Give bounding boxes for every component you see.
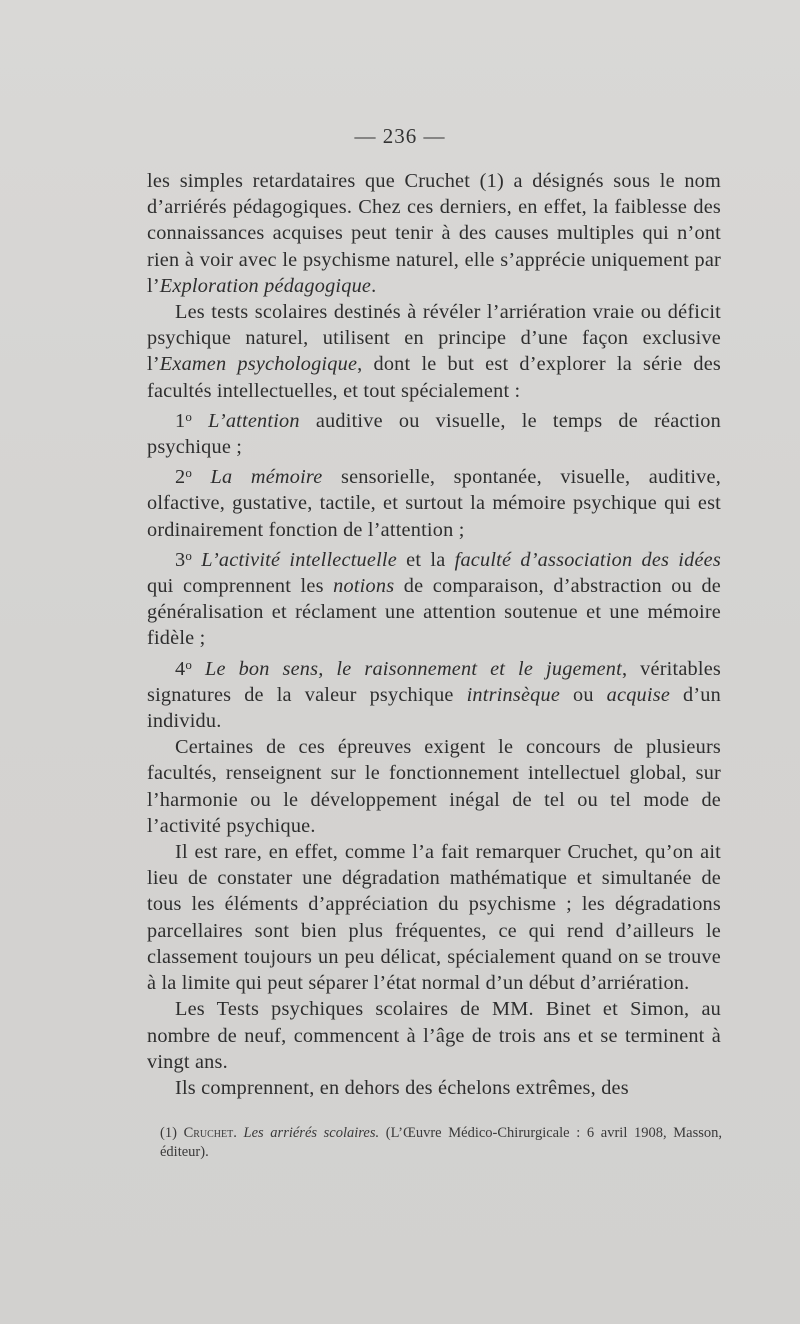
text-segment: de comparaison, d’abstraction ou de généralisation et réclament une attention soutenue et une mémoire fidèle ; — [147, 575, 722, 650]
italic-text: acquise — [606, 683, 671, 706]
text-segment: Ils comprennent, en dehors des échelons extrêmes, des — [175, 1076, 629, 1099]
footnote — [160, 1124, 722, 1162]
text-segment: Les tests scolaires destinés à révéler l’arriération vraie ou déficit psychique naturel, utilisent en principe d’une façon exclusive l’ — [147, 301, 721, 376]
paragraph — [147, 168, 721, 299]
paragraph — [147, 404, 721, 460]
footnote-rest: (L’Œuvre Médico-Chirurgicale : 6 avril 1908, Masson, éditeur). — [160, 1125, 723, 1160]
text-segment: 2 — [175, 466, 186, 489]
italic-text: L’activité intellectuelle — [201, 548, 397, 571]
italic-text: Examen psychologique — [159, 353, 358, 376]
italic-text: Exploration pédagogique — [159, 274, 372, 297]
text-segment: et la — [396, 548, 455, 571]
italic-text: notions — [333, 575, 395, 598]
footnote-author: Cruchet. — [183, 1125, 237, 1141]
italic-text: Le bon sens, le raisonnement et le jugement — [204, 657, 622, 680]
paragraph — [147, 652, 721, 735]
footnote-marker: (1) — [160, 1125, 184, 1141]
footnote-title: Les arriérés scolaires. — [243, 1125, 380, 1141]
text-segment: Il est rare, en effet, comme l’a fait remarquer Cruchet, qu’on ait lieu de constater une dégradation mathématique et simultanée de tous les éléments d’appréciation du psychisme ; les dégradations parcellaires sont bien plus fréquentes, ce qui rend d’ailleurs le classement toujours un peu délicat, spécialement quand on se trouve à la limite qui peut séparer l’état normal d’un début d’arriération. — [147, 841, 721, 995]
body-text — [147, 168, 721, 1101]
paragraph — [147, 734, 721, 839]
italic-text: L’attention — [208, 409, 300, 432]
text-segment: auditive ou visuelle, le temps de réaction psychique ; — [147, 409, 721, 459]
text-segment: Certaines de ces épreuves exigent le concours de plusieurs facultés, renseignent sur le fonctionnement intellectuel global, sur l’harmonie ou le développement inégal de tel ou tel mode de l’activité psychique. — [147, 736, 721, 837]
italic-text: La mémoire — [210, 466, 323, 489]
text-segment: qui comprennent les — [147, 575, 334, 598]
text-segment: 3 — [175, 548, 186, 571]
text-segment: sensorielle, spontanée, visuelle, auditive, olfactive, gustative, tactile, et surtout la mémoire psychique qui est ordinairement fonction de l’attention ; — [147, 466, 721, 541]
page-number: — 236 — — [354, 124, 446, 148]
paragraph — [147, 299, 721, 404]
text-segment: 4 — [175, 657, 186, 680]
text-segment — [192, 658, 205, 680]
text-segment: , dont le but est d’explorer la série des facultés intellectuelles, et tout spécialement : — [147, 353, 722, 402]
paragraph — [147, 460, 721, 543]
text-segment: ou — [560, 683, 607, 706]
paragraph — [147, 543, 721, 652]
text-segment: 1 — [175, 409, 186, 432]
italic-text: faculté d’association des idées — [454, 548, 721, 571]
paragraph — [147, 839, 721, 996]
italic-text: intrinsèque — [466, 683, 561, 706]
paragraph — [147, 1075, 721, 1101]
ordinal-superscript: o — [185, 547, 193, 563]
ordinal-superscript: o — [185, 656, 193, 672]
text-segment: d’un individu. — [147, 683, 721, 733]
text-segment: les simples retardataires que Cruchet (1) a désignés sous le nom d’arriérés pédagogiques. Chez ces derniers, en effet, la faiblesse des connaissances acquises peut tenir à des causes multiples qui n’ont rien à voir avec le psychisme naturel, elle s’apprécie uniquement par l’ — [147, 170, 721, 297]
text-segment — [192, 549, 201, 571]
ordinal-superscript: o — [185, 408, 193, 424]
text-segment: , véritables signatures de la valeur psychique — [147, 657, 721, 706]
text-segment: Les Tests psychiques scolaires de MM. Binet et Simon, au nombre de neuf, commencent à l’âge de trois ans et se terminent à vingt ans. — [147, 998, 721, 1073]
paragraph — [147, 996, 721, 1075]
text-segment — [192, 410, 208, 432]
text-segment — [192, 466, 211, 488]
text-segment: . — [371, 274, 377, 297]
ordinal-superscript: o — [185, 465, 193, 481]
